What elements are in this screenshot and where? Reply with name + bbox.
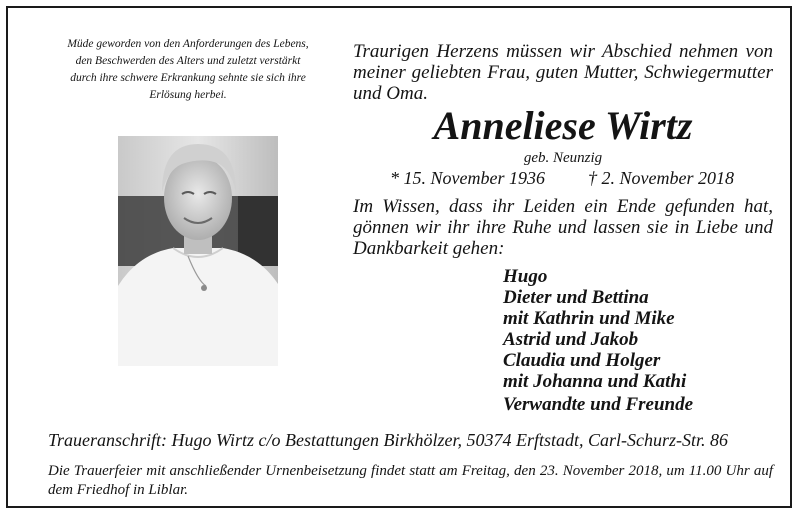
intro-text: Traurigen Herzens müssen wir Abschied nehmen von meiner geliebten Frau, guten Mutter, Schwiegermutter und Oma. (353, 41, 773, 104)
mourner-entry: mit Johanna und Kathi (503, 371, 687, 392)
mourner-entry: mit Kathrin und Mike (503, 308, 675, 329)
obituary-notice (6, 6, 792, 508)
farewell-text: Im Wissen, dass ihr Leiden ein Ende gefunden hat, gönnen wir ihr ihre Ruhe und lassen sie in Liebe und Dankbarkeit gehen: (353, 196, 773, 259)
opening-quote (38, 36, 338, 104)
mourner-entry: Astrid und Jakob (503, 329, 639, 350)
deceased-name: Anneliese Wirtz (433, 103, 693, 148)
death-date: † 2. November 2018 (588, 168, 734, 188)
mourning-address: Traueranschrift: Hugo Wirtz c/o Bestattungen Birkhölzer, 50374 Erftstadt, Carl-Schurz-Str. 86 (48, 430, 729, 450)
funeral-service-info: Die Trauerfeier mit anschließender Urnenbeisetzung findet statt am Freitag, den 23. November 2018, um 11.00 Uhr auf dem Friedhof in Liblar. (48, 463, 773, 498)
quote-line: den Beschwerden des Alters und zuletzt verstärkt (75, 55, 301, 67)
quote-line: Müde geworden von den Anforderungen des Lebens, (67, 38, 309, 50)
portrait-photo (118, 136, 278, 366)
birth-date: * 15. November 1936 (390, 168, 545, 188)
mourner-entry: Claudia und Holger (503, 350, 661, 371)
mourner-entry: Dieter und Bettina (503, 287, 649, 308)
mourner-entry: Hugo (503, 266, 548, 287)
portrait-photo-icon (118, 136, 278, 366)
maiden-name: geb. Neunzig (523, 150, 603, 166)
quote-line: Erlösung herbei. (149, 89, 227, 101)
mourners-list (503, 266, 783, 392)
quote-line: durch ihre schwere Erkrankung sehnte sie sich ihre (70, 72, 306, 84)
relatives-line: Verwandte und Freunde (503, 394, 694, 415)
